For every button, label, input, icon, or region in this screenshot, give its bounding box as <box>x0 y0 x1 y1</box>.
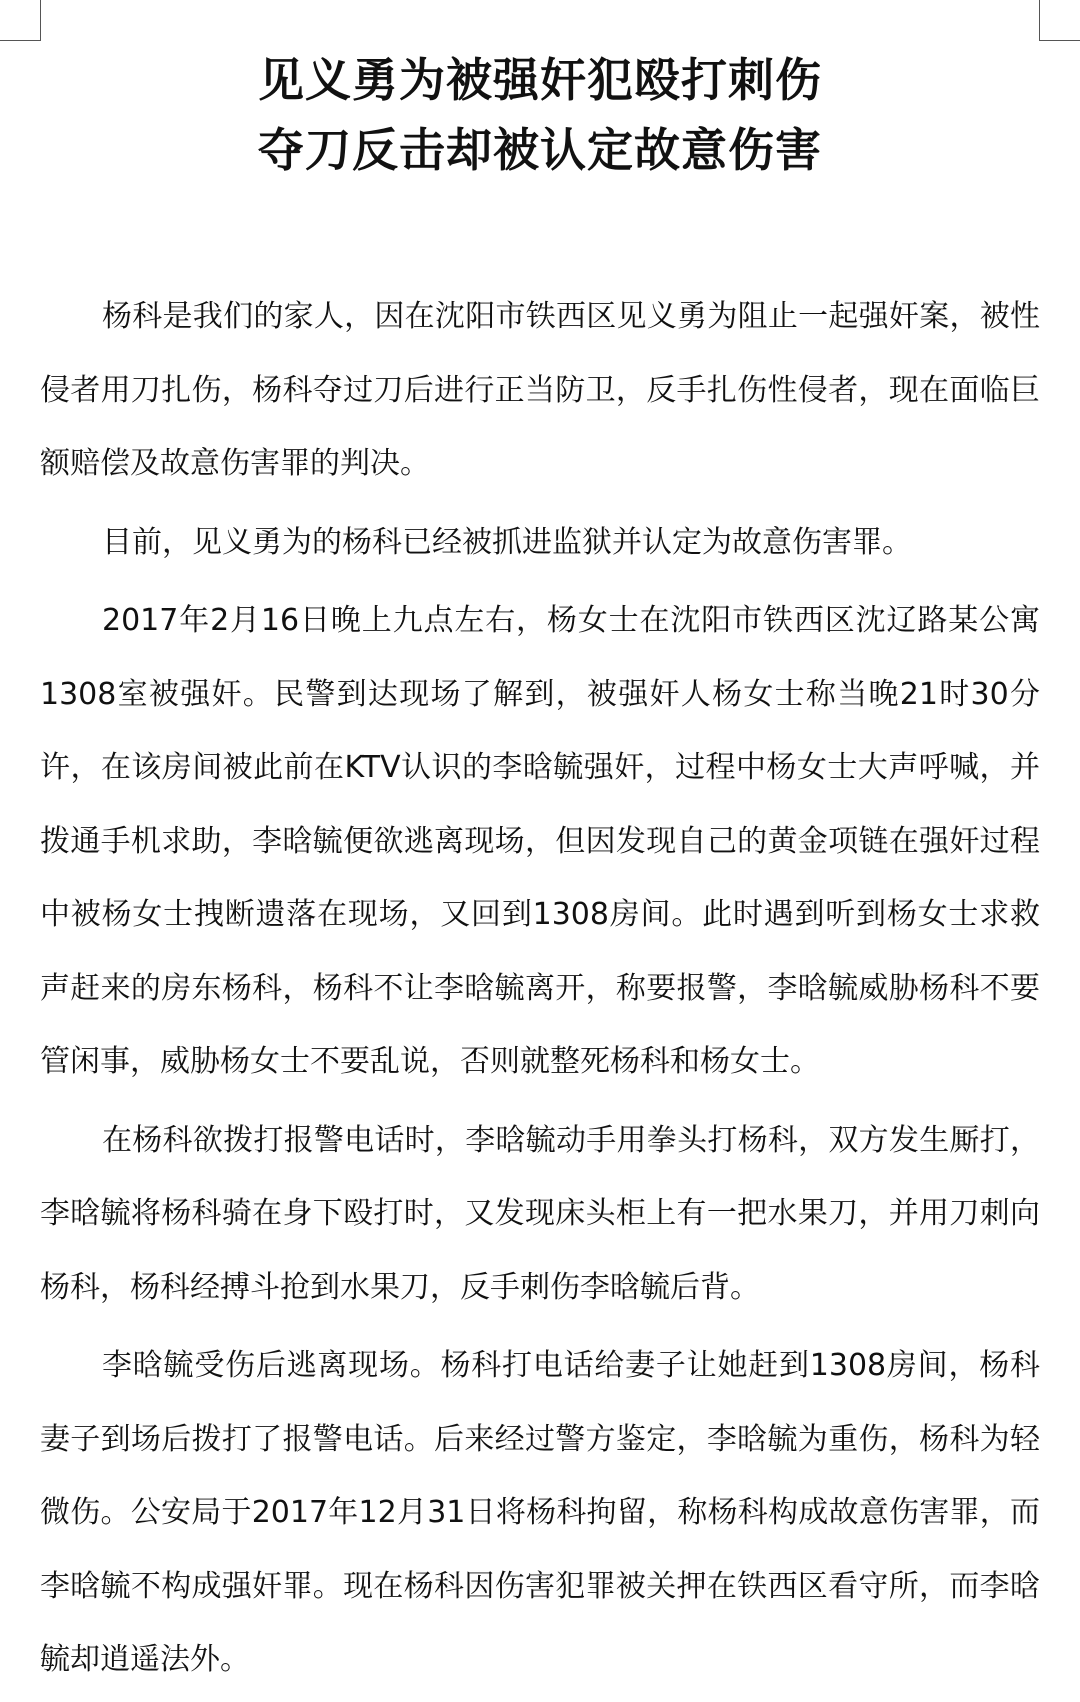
crop-mark-top-right <box>1039 0 1080 41</box>
paragraph-3: 2017年2月16日晚上九点左右，杨女士在沈阳市铁西区沈辽路某公寓1308室被强奸。民警到达现场了解到，被强奸人杨女士称当晚21时30分许，在该房间被此前在KTV认识的李晗毓强奸，过程中杨女士大声呼喊，并拨通手机求助，李晗毓便欲逃离现场，但因发现自己的黄金项链在强奸过程中被杨女士拽断遗落在现场，又回到1308房间。此时遇到听到杨女士求救声赶来的房东杨科，杨科不让李晗毓离开，称要报警，李晗毓威胁杨科不要管闲事，威胁杨女士不要乱说，否则就整死杨科和杨女士。 <box>40 603 1040 1079</box>
article-title <box>0 50 1080 190</box>
crop-mark-top-left <box>0 0 41 41</box>
paragraph-5: 李晗毓受伤后逃离现场。杨科打电话给妻子让她赶到1308房间，杨科妻子到场后拨打了报警电话。后来经过警方鉴定，李晗毓为重伤，杨科为轻微伤。公安局于2017年12月31日将杨科拘留，称杨科构成故意伤害罪，而李晗毓不构成强奸罪。现在杨科因伤害犯罪被关押在铁西区看守所，而李晗毓却逍遥法外。 <box>40 1348 1040 1677</box>
paragraph-4: 在杨科欲拨打报警电话时，李晗毓动手用拳头打杨科，双方发生厮打，李晗毓将杨科骑在身下殴打时，又发现床头柜上有一把水果刀，并用刀刺向杨科，杨科经搏斗抢到水果刀，反手刺伤李晗毓后背。 <box>40 1122 1040 1305</box>
paragraph-2: 目前，见义勇为的杨科已经被抓进监狱并认定为故意伤害罪。 <box>102 524 912 560</box>
title-line-2: 夺刀反击却被认定故意伤害 <box>258 123 822 177</box>
article-body <box>40 280 1040 1702</box>
title-line-1: 见义勇为被强奸犯殴打刺伤 <box>258 53 822 107</box>
paragraph-1: 杨科是我们的家人，因在沈阳市铁西区见义勇为阻止一起强奸案，被性侵者用刀扎伤，杨科夺过刀后进行正当防卫，反手扎伤性侵者，现在面临巨额赔偿及故意伤害罪的判决。 <box>40 299 1040 481</box>
